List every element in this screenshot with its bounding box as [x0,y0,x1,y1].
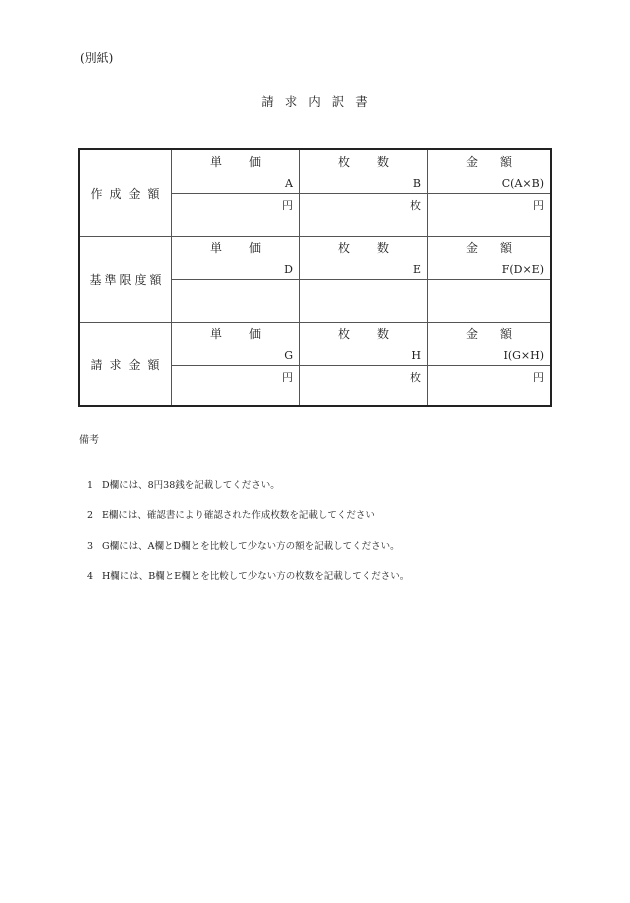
code-cell: I(G×H) [503,349,544,362]
note-item [87,538,400,552]
value-cell[interactable] [300,283,427,319]
note-text: E欄には、確認書により確認された作成枚数を記載してください [102,510,375,521]
row-label: 作成金額 [90,186,167,201]
code-cell: C(A×B) [501,177,544,190]
unit-cell[interactable]: 枚 [410,199,421,212]
note-number: 4 [87,571,94,582]
note-item [87,568,409,582]
unit-cell[interactable]: 円 [282,371,293,384]
note-text: D欄には、8円38銭を記載してください。 [102,480,280,491]
row-label: 請求金額 [90,358,167,372]
header-quantity: 枚 数 [338,155,389,169]
note-item [87,507,375,521]
header-amount: 金 額 [466,155,512,169]
row-label: 基準限度額 [89,272,165,287]
table-row-standard-limit [80,236,550,322]
value-cell[interactable] [172,283,299,319]
code-cell: B [412,177,421,190]
note-text: H欄には、B欄とE欄とを比較して少ない方の枚数を記載してください。 [102,571,410,582]
table-row-claim-amount [80,322,550,407]
code-cell: A [285,177,293,190]
notes-title: 備考 [79,435,99,446]
code-cell: E [412,263,421,276]
code-cell: H [411,349,421,362]
unit-cell[interactable]: 円 [533,371,544,384]
note-number: 2 [87,510,94,521]
unit-cell[interactable]: 円 [282,199,293,212]
header-quantity: 枚 数 [338,327,389,341]
attachment-label: (別紙) [80,51,114,65]
note-number: 1 [87,480,94,491]
header-amount: 金 額 [466,327,512,341]
note-item [87,477,280,491]
header-unit-price: 単 価 [210,241,261,255]
code-cell: G [284,349,293,362]
code-cell: F(D×E) [501,263,544,276]
note-text: G欄には、A欄とD欄とを比較して少ない方の額を記載してください。 [102,541,400,552]
code-cell: D [284,263,293,276]
unit-cell[interactable]: 枚 [410,371,421,384]
header-amount: 金 額 [466,241,512,255]
table-row-creation-amount [80,150,550,236]
billing-breakdown-table [78,148,552,407]
note-number: 3 [87,541,94,552]
document-title: 請求内訳書 [261,94,379,109]
header-unit-price: 単 価 [210,155,261,169]
header-quantity: 枚 数 [338,241,389,255]
unit-cell[interactable]: 円 [533,199,544,212]
header-unit-price: 単 価 [210,327,261,341]
value-cell[interactable] [428,283,550,319]
